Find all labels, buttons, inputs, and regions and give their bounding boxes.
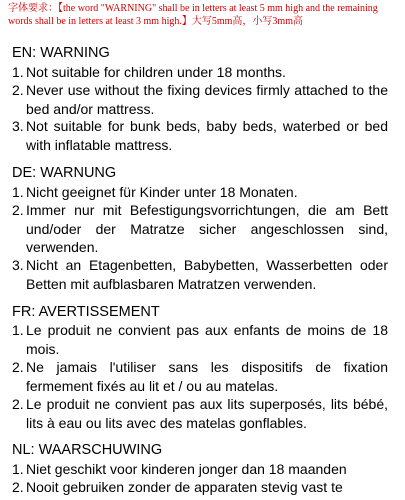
item-text: Ne jamais l'utiliser sans les dispositifs de fixation fermement fixés au lit et / ou au matelas.	[26, 359, 388, 394]
section-title-en: EN: WARNING	[12, 45, 110, 61]
item-text: Never use without the fixing devices firmly attached to the bed and/or mattress.	[26, 82, 388, 117]
list-item	[12, 358, 388, 395]
item-text: Nicht an Etagenbetten, Babybetten, Wasserbetten oder Betten mit aufblasbaren Matratzen verwenden.	[26, 257, 388, 292]
list-item	[12, 460, 388, 479]
section-title-nl: NL: WAARSCHUWING	[12, 442, 163, 458]
list-item	[12, 81, 388, 118]
item-text: Le produit ne convient pas aux lits superposés, lits bébé, lits à eau ou lits avec des matelas gonflables.	[26, 396, 388, 431]
list-item	[12, 183, 388, 202]
list-item	[12, 321, 388, 358]
item-text: Niet geschikt voor kinderen jonger dan 18 maanden	[26, 461, 347, 477]
list-item	[12, 395, 388, 432]
item-number: 2.	[12, 202, 24, 218]
item-number: 3.	[12, 257, 24, 273]
item-number: 1.	[12, 64, 24, 80]
item-number: 2.	[12, 396, 24, 412]
item-number: 2.	[12, 82, 24, 98]
item-text: Not suitable for children under 18 months.	[26, 64, 286, 80]
item-number: 2.	[12, 359, 24, 375]
list-item	[12, 117, 388, 154]
section-title-fr: FR: AVERTISSEMENT	[12, 304, 160, 320]
font-requirement-note: 字体要求：【the word "WARNING" shall be in letters at least 5 mm high and the remaining words shall be in letters at least 3 mm high.】大写5mm高，小写3mm高	[8, 3, 378, 27]
list-item	[12, 256, 388, 293]
item-number: 2.	[12, 479, 24, 495]
item-number: 1.	[12, 322, 24, 338]
item-number: 3.	[12, 118, 24, 134]
item-text: Nooit gebruiken zonder de apparaten stevig vast te	[26, 479, 343, 495]
item-number: 1.	[12, 461, 24, 477]
section-title-de: DE: WARNUNG	[12, 165, 117, 181]
item-text: Nicht geeignet für Kinder unter 18 Monaten.	[26, 184, 298, 200]
item-number: 1.	[12, 184, 24, 200]
item-text: Not suitable for bunk beds, baby beds, waterbed or bed with inflatable mattress.	[26, 118, 388, 153]
list-item	[12, 63, 388, 82]
list-item	[12, 478, 388, 497]
item-text: Le produit ne convient pas aux enfants de moins de 18 mois.	[26, 322, 388, 357]
list-item	[12, 201, 388, 257]
item-text: Immer nur mit Befestigungsvorrichtungen, die am Bett und/oder der Matratze sicher angeschlossen sind, verwenden.	[26, 202, 388, 255]
